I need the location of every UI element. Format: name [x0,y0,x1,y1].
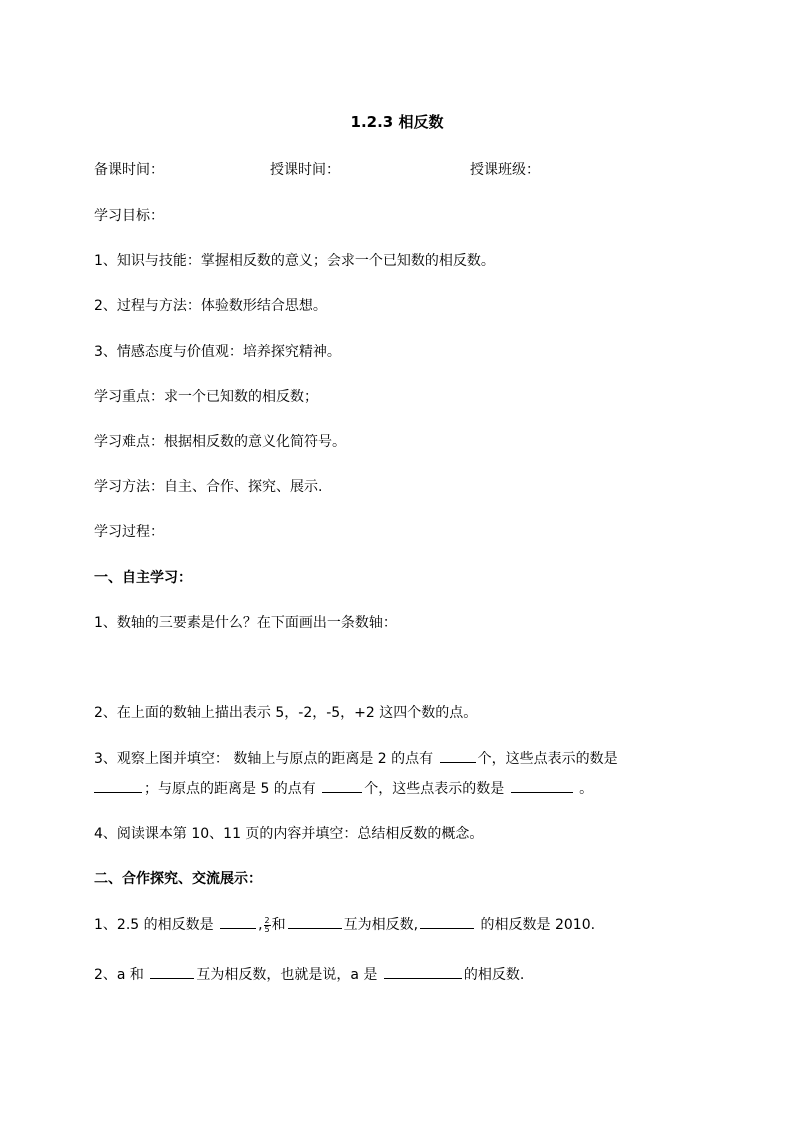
q3-blank-4[interactable] [511,778,573,793]
section1-q3-line1 [94,748,618,769]
s2q1-text-b: , [258,917,263,933]
s2q2-text-c: 的相反数. [463,967,525,983]
fraction [264,917,271,934]
section1-q2: 2、在上面的数轴上描出表示 5，-2，-5，+2 这四个数的点。 [94,705,478,721]
fraction-denominator: 5 [264,924,270,934]
process-label: 学习过程： [94,524,164,540]
s2q2-blank-2[interactable] [384,964,462,979]
section2-heading: 二、合作探究、交流展示： [94,871,262,887]
section1-heading: 一、自主学习： [94,570,192,586]
section2-q2 [94,964,524,985]
fraction-numerator: 2 [264,915,270,925]
s2q2-blank-1[interactable] [150,964,194,979]
s2q1-text-a: 1、2.5 的相反数是 [94,917,219,933]
section2-q1 [94,914,595,935]
objective-3: 3、情感态度与价值观：培养探究精神。 [94,344,341,360]
q3-text-e: 。 [574,781,594,797]
q3-blank-2[interactable] [94,778,142,793]
s2q1-blank-3[interactable] [420,914,474,929]
s2q2-text-b: 互为相反数，也就是说，a 是 [196,967,382,983]
s2q1-text-d: 互为相反数, [343,917,419,933]
s2q1-text-e: 的相反数是 2010. [476,917,596,933]
objective-2: 2、过程与方法：体验数形结合思想。 [94,298,327,314]
objectives-heading: 学习目标： [94,208,164,224]
page-title: 1.2.3 相反数 [350,113,444,131]
section1-q1: 1、数轴的三要素是什么？在下面画出一条数轴： [94,615,397,631]
objective-1: 1、知识与技能：掌握相反数的意义；会求一个已知数的相反数。 [94,253,495,269]
q3-text-a: 3、观察上图并填空： 数轴上与原点的距离是 2 的点有 [94,751,438,767]
key-point: 学习重点：求一个已知数的相反数； [94,389,318,405]
prep-time-label: 备课时间： [94,162,164,178]
s2q1-blank-2[interactable] [288,914,342,929]
q3-blank-3[interactable] [322,778,362,793]
s2q2-text-a: 2、a 和 [94,967,149,983]
q3-text-d: 个，这些点表示的数是 [364,781,509,797]
difficulty: 学习难点：根据相反数的意义化简符号。 [94,434,346,450]
method: 学习方法：自主、合作、探究、展示. [94,479,323,495]
teach-time-label: 授课时间： [270,162,340,178]
section1-q3-line2 [94,778,593,799]
q3-text-c: ；与原点的距离是 5 的点有 [144,781,321,797]
s2q1-text-c: 和 [271,917,286,933]
section1-q4: 4、阅读课本第 10、11 页的内容并填空：总结相反数的概念。 [94,826,484,842]
q3-text-b: 个，这些点表示的数是 [477,751,618,767]
q3-blank-1[interactable] [440,748,476,763]
s2q1-blank-1[interactable] [220,914,256,929]
class-label: 授课班级： [470,162,540,178]
